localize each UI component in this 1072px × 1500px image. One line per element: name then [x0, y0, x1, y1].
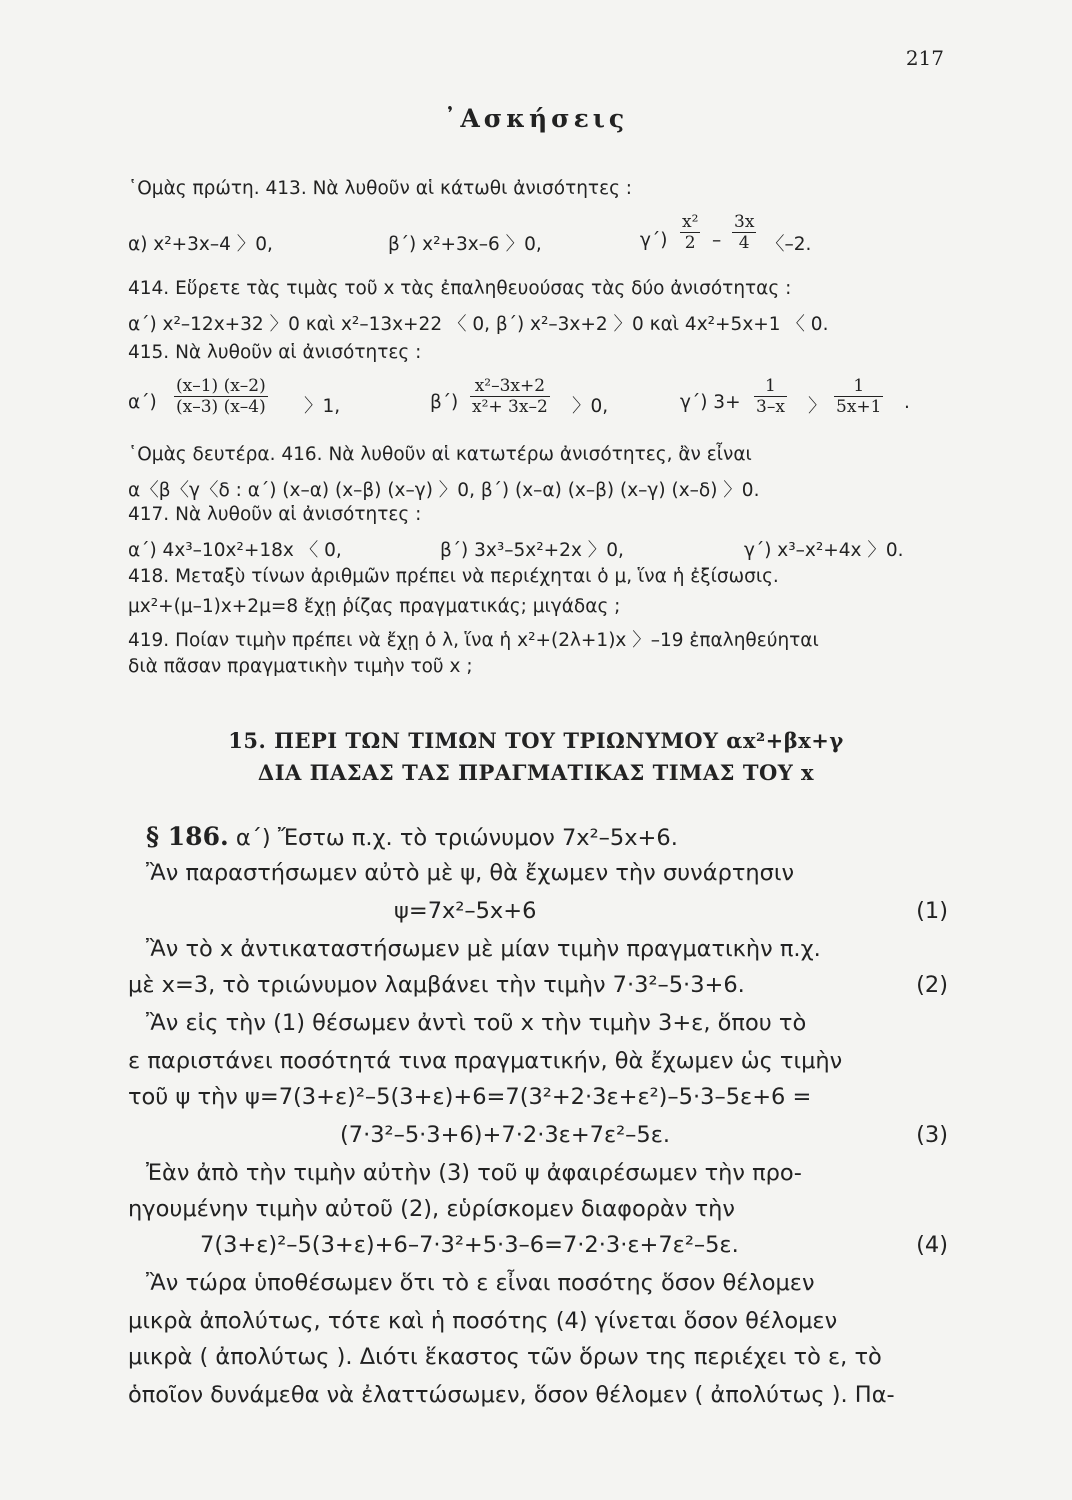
- ex413-c-fraction-2: [732, 212, 756, 253]
- body-line-4: Ἂν τὸ x ἀντικαταστήσωμεν μὲ μίαν τιμὴν πραγματικὴν π.χ.: [146, 936, 821, 962]
- body-line-11: ηγουμένην τιμὴν αὐτοῦ (2), εὑρίσκομεν διαφορὰν τὴν: [128, 1196, 735, 1222]
- body-line-15: μικρὰ ( ἀπολύτως ). Διότι ἕκαστος τῶν ὅρων της περιέχει τὸ ε, τὸ: [128, 1344, 882, 1370]
- ex413-c-prefix: γ΄): [640, 230, 668, 251]
- fraction-denominator: 2: [684, 233, 696, 253]
- ex413-b: β΄) x²+3x–6 〉0,: [388, 234, 542, 255]
- body-line-1: [146, 822, 678, 851]
- ex415-c-prefix: γ΄) 3+: [680, 392, 741, 413]
- ex415-a-suffix: 〉1,: [304, 396, 341, 417]
- group1-intro: ῾Ομὰς πρώτη. 413. Νὰ λυθοῦν αἱ κάτωθι ἀνισότητες :: [128, 178, 633, 199]
- fraction-denominator: (x–3) (x–4): [176, 397, 266, 417]
- body-line-7: ε παριστάνει ποσότητά τινα πραγματικήν, θὰ ἔχωμεν ὡς τιμὴν: [128, 1048, 843, 1074]
- section-title-line-2: ΔΙΑ ΠΑΣΑΣ ΤΑΣ ΠΡΑΓΜΑΤΙΚΑΣ ΤΙΜΑΣ ΤΟΥ x: [257, 760, 815, 785]
- ex415-a-fraction: [174, 376, 268, 417]
- ex415-intro: 415. Νὰ λυθοῦν αἱ ἀνισότητες :: [128, 342, 422, 363]
- body-line-14: μικρὰ ἀπολύτως, τότε καὶ ἡ ποσότης (4) γίνεται ὅσον θέλομεν: [128, 1308, 838, 1334]
- ex416-line-2: α〈β〈γ〈δ : α΄) (x–α) (x–β) (x–γ) 〉0, β΄) (x–α) (x–β) (x–γ) (x–δ) 〉0.: [128, 480, 760, 501]
- body-line-10: Ἐὰν ἀπὸ τὴν τιμὴν αὐτὴν (3) τοῦ ψ ἀφαιρέσωμεν τὴν προ-: [146, 1160, 802, 1186]
- ex417-a: α΄) 4x³–10x²+18x 〈 0,: [128, 540, 342, 561]
- equation-3: (7·3²–5·3+6)+7·2·3ε+7ε²–5ε.: [340, 1122, 671, 1148]
- body-line-2: Ἂν παραστήσωμεν αὐτὸ μὲ ψ, θὰ ἔχωμεν τὴν συνάρτησιν: [146, 860, 795, 886]
- ex414-line-1: 414. Εὕρετε τὰς τιμὰς τοῦ x τὰς ἐπαληθευούσας τὰς δύο ἀνισότητας :: [128, 278, 792, 299]
- fraction-numerator: x²–3x+2: [470, 376, 550, 397]
- equation-number-4: (4): [916, 1232, 948, 1258]
- ex418-line-2: μx²+(μ–1)x+2μ=8 ἔχῃ ῥίζας πραγματικάς; μιγάδας ;: [128, 596, 621, 617]
- fraction-numerator: x²: [682, 212, 699, 232]
- ex415-a-prefix: α΄): [128, 392, 157, 413]
- equation-number-2: (2): [916, 972, 948, 998]
- fraction-denominator: x²+ 3x–2: [472, 397, 548, 417]
- ex415-b-prefix: β΄): [430, 392, 459, 413]
- body-line-5: μὲ x=3, τὸ τριώνυμον λαμβάνει τὴν τιμὴν 7·3²–5·3+6.: [128, 972, 745, 998]
- equation-4: 7(3+ε)²–5(3+ε)+6–7·3²+5·3–6=7·2·3·ε+7ε²–5ε.: [200, 1232, 739, 1258]
- body-line-6: Ἂν εἰς τὴν (1) θέσωμεν ἀντὶ τοῦ x τὴν τιμὴν 3+ε, ὅπου τὸ: [146, 1010, 807, 1036]
- section-title-line-1: 15. ΠΕΡΙ ΤΩΝ ΤΙΜΩΝ ΤΟΥ ΤΡΙΩΝΥΜΟΥ αx²+βx+γ: [228, 728, 844, 753]
- ex415-c-fraction-1: [754, 376, 787, 417]
- ex415-c-end: .: [904, 392, 910, 413]
- ex413-a: α) x²+3x–4 〉0,: [128, 234, 273, 255]
- ex415-b-suffix: 〉0,: [572, 396, 609, 417]
- ex418-line-1: 418. Μεταξὺ τίνων ἀριθμῶν πρέπει νὰ περιέχηται ὁ μ, ἵνα ἡ ἐξίσωσις.: [128, 566, 779, 587]
- body-line-1-text: α΄) Ἔστω π.χ. τὸ τριώνυμον 7x²–5x+6.: [235, 825, 678, 851]
- equation-number-1: (1): [916, 898, 948, 924]
- fraction-numerator: 1: [754, 376, 787, 397]
- ex419-line-1: 419. Ποίαν τιμὴν πρέπει νὰ ἔχῃ ὁ λ, ἵνα ἡ x²+(2λ+1)x 〉–19 ἐπαληθεύηται: [128, 630, 819, 651]
- group2-intro: ῾Ομὰς δευτέρα. 416. Νὰ λυθοῦν αἱ κατωτέρω ἀνισότητες, ἂν εἶναι: [128, 444, 752, 465]
- body-line-8: τοῦ ψ τὴν ψ=7(3+ε)²–5(3+ε)+6=7(3²+2·3ε+ε²)–5·3–5ε+6 =: [128, 1084, 812, 1110]
- exercises-heading: ᾿Ασκήσεις: [443, 104, 629, 133]
- fraction-denominator: 5x+1: [836, 397, 882, 417]
- ex413-c-suffix: 〈–2.: [766, 234, 812, 255]
- paragraph-number: § 186.: [146, 822, 229, 851]
- ex417-b: β΄) 3x³–5x²+2x 〉0,: [440, 540, 624, 561]
- ex413-c-fraction-1: [680, 212, 700, 253]
- ex417-intro: 417. Νὰ λυθοῦν αἱ ἀνισότητες :: [128, 504, 422, 525]
- ex415-c-fraction-2: [834, 376, 883, 417]
- fraction-numerator: 3x: [734, 212, 755, 232]
- ex415-c-gt: 〉: [808, 396, 827, 417]
- ex414-line-2: α΄) x²–12x+32 〉0 καὶ x²–13x+22 〈 0, β΄) x²–3x+2 〉0 καὶ 4x²+5x+1 〈 0.: [128, 314, 829, 335]
- fraction-numerator: 1: [834, 376, 883, 397]
- ex413-c-minus: –: [712, 230, 722, 251]
- fraction-numerator: (x–1) (x–2): [176, 376, 266, 396]
- ex415-b-fraction: [470, 376, 550, 417]
- page-number: 217: [905, 46, 944, 70]
- fraction-denominator: 3–x: [756, 397, 785, 417]
- body-line-13: Ἂν τώρα ὑποθέσωμεν ὅτι τὸ ε εἶναι ποσότης ὅσον θέλομεν: [146, 1270, 815, 1296]
- equation-number-3: (3): [916, 1122, 948, 1148]
- fraction-denominator: 4: [738, 233, 750, 253]
- body-line-16: ὁποῖον δυνάμεθα νὰ ἐλαττώσωμεν, ὅσον θέλομεν ( ἀπολύτως ). Πα-: [128, 1382, 895, 1408]
- ex419-line-2: διὰ πᾶσαν πραγματικὴν τιμὴν τοῦ x ;: [128, 656, 473, 677]
- equation-1: ψ=7x²–5x+6: [394, 898, 537, 924]
- ex417-c: γ΄) x³–x²+4x 〉0.: [744, 540, 904, 561]
